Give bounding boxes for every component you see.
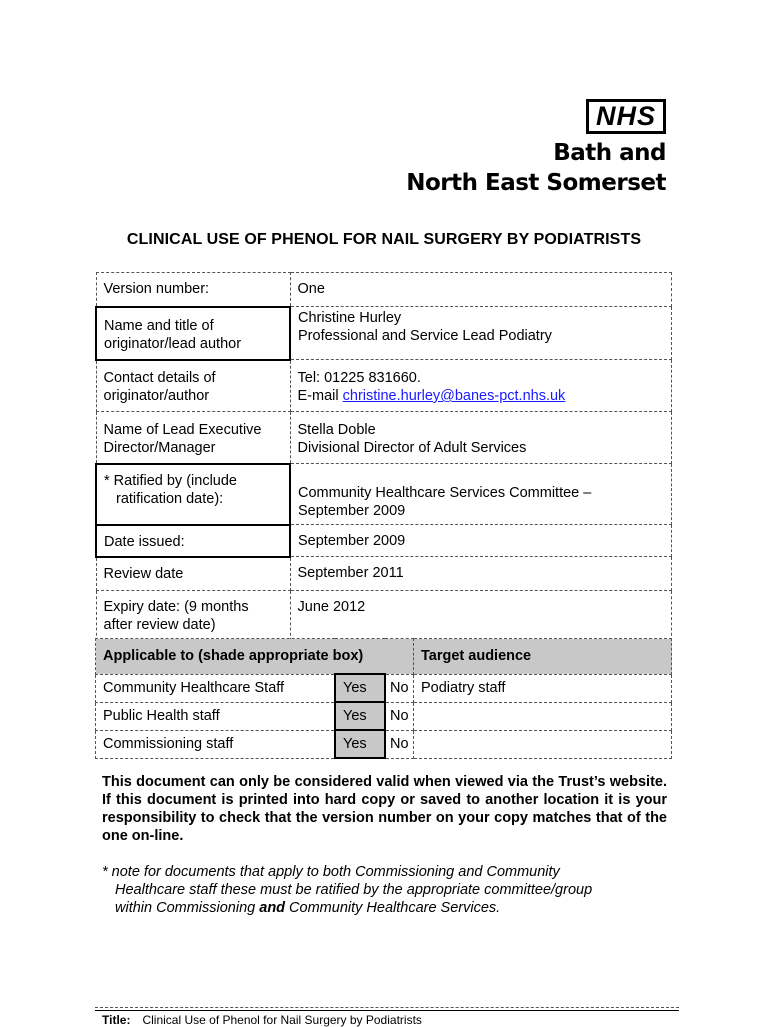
expiry-value: June 2012 — [290, 591, 672, 641]
version-value: One — [290, 273, 672, 307]
executive-label: Name of Lead Executive Director/Manager — [96, 412, 290, 464]
org-name-line1: Bath and — [553, 140, 666, 166]
contact-label: Contact details of originator/author — [96, 360, 290, 412]
table-row — [96, 307, 672, 360]
nhs-logo — [406, 99, 666, 198]
table-row — [96, 360, 672, 412]
staff-type: Public Health staff — [96, 702, 336, 730]
expiry-label: Expiry date: (9 months after review date) — [96, 591, 290, 641]
footer-divider — [95, 1007, 679, 1008]
version-label: Version number: — [96, 273, 290, 307]
document-title: CLINICAL USE OF PHENOL FOR NAIL SURGERY BY PODIATRISTS — [126, 231, 642, 248]
author-label: Name and title of originator/lead author — [96, 307, 290, 360]
audience — [414, 702, 672, 730]
author-value: Christine Hurley Professional and Service Lead Podiatry — [290, 307, 672, 360]
target-audience-header: Target audience — [414, 639, 672, 675]
table-header-row — [96, 639, 672, 675]
table-row — [96, 273, 672, 307]
audience: Podiatry staff — [414, 674, 672, 702]
nhs-logo-mark: NHS — [586, 99, 666, 134]
issued-label: Date issued: — [96, 525, 290, 557]
footer-title-label: Title: — [102, 1013, 131, 1027]
applicable-header: Applicable to (shade appropriate box) — [96, 639, 414, 675]
audience — [414, 730, 672, 758]
contact-value: Tel: 01225 831660. E-mail christine.hurley@banes-pct.nhs.uk — [290, 360, 672, 412]
no-box: No — [385, 702, 414, 730]
footer — [102, 1013, 422, 1027]
staff-type: Community Healthcare Staff — [96, 674, 336, 702]
table-row — [96, 464, 672, 525]
yes-box: Yes — [335, 702, 385, 730]
footer-divider — [95, 1010, 679, 1011]
yes-box: Yes — [335, 674, 385, 702]
table-row — [96, 412, 672, 464]
executive-value: Stella Doble Divisional Director of Adult Services — [290, 412, 672, 464]
issued-value: September 2009 — [290, 525, 672, 557]
review-value: September 2011 — [290, 557, 672, 591]
yes-box: Yes — [335, 730, 385, 758]
table-row — [96, 730, 672, 758]
ratification-note: * note for documents that apply to both Commissioning and Community Healthcare staff these must be ratified by the appropriate committee/group within Commissioning and Community Healthcare Services. — [102, 864, 593, 916]
table-row — [96, 557, 672, 591]
applicable-table — [95, 638, 672, 759]
staff-type: Commissioning staff — [96, 730, 336, 758]
table-row — [96, 702, 672, 730]
validity-notice: This document can only be considered valid when viewed via the Trust’s website. If this document is printed into hard copy or saved to another location it is your responsibility to check that the version number on your copy matches that of the one on-line. — [102, 774, 667, 844]
no-box: No — [385, 674, 414, 702]
table-row — [96, 525, 672, 557]
no-box: No — [385, 730, 414, 758]
author-email-link[interactable]: christine.hurley@banes-pct.nhs.uk — [342, 388, 566, 404]
org-name-line2: North East Somerset — [406, 170, 666, 196]
document-info-table — [95, 272, 672, 641]
table-row — [96, 674, 672, 702]
review-label: Review date — [96, 557, 290, 591]
table-row — [96, 591, 672, 641]
ratified-value: Community Healthcare Services Committee – September 2009 — [290, 464, 672, 525]
ratified-label: * Ratified by (include ratification date): — [96, 464, 290, 525]
footer-title-value: Clinical Use of Phenol for Nail Surgery by Podiatrists — [142, 1013, 422, 1027]
